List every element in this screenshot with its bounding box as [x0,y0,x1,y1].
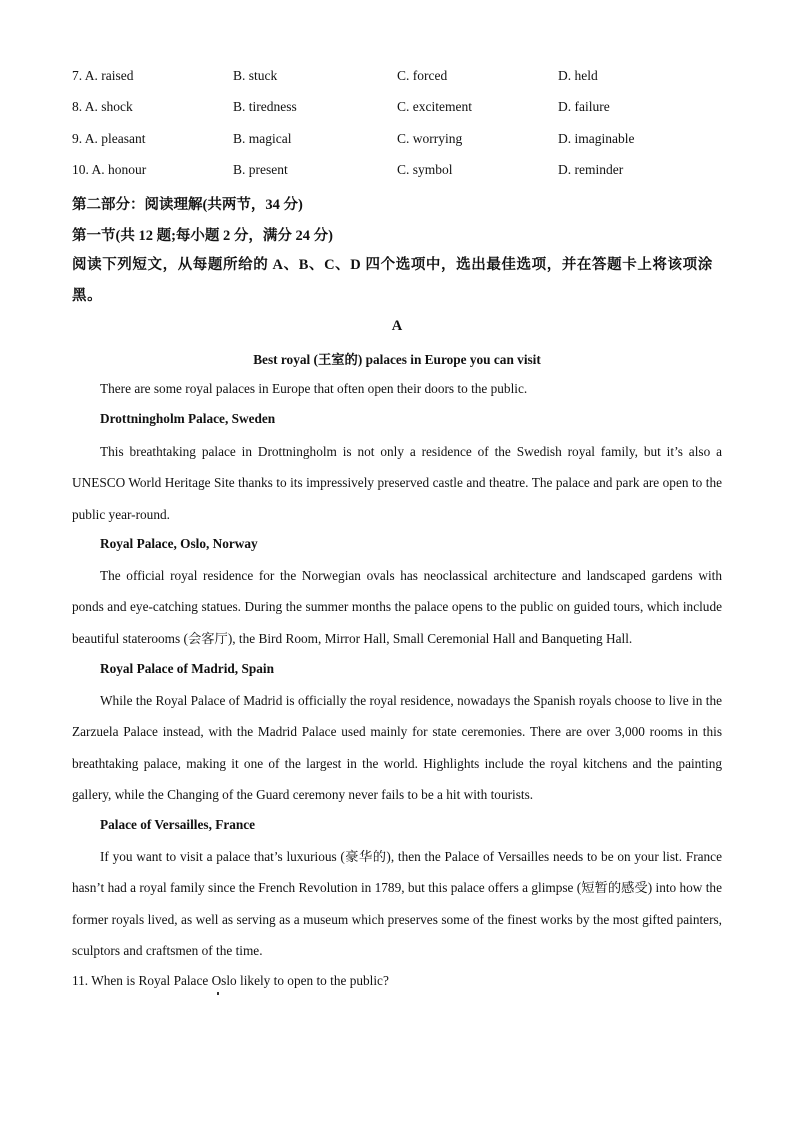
option-d: D. imaginable [558,131,635,146]
section-text: If you want to visit a palace that’s luxurious (豪华的), then the Palace of Versailles needs to be on your list. France hasn’t had a royal family since the French Revolution in 1789, but this palace offers a glimpse (短暂的感受) into how the former royals lived, as well as serving as a museum which preserves some of the finest works by the most gifted painters, sculptors and craftsmen of the time. [72,849,722,958]
option-a: 7. A. raised [72,68,134,83]
option-b: B. tiredness [233,99,297,114]
section-heading-versailles: Palace of Versailles, France [100,817,256,832]
instruction-text: 阅读下列短文，从每题所给的 A、B、C、D 四个选项中，选出最佳选项，并在答题卡上将该项涂黑。 [72,257,713,304]
section-text: The official royal residence for the Norwegian ovals has neoclassical architecture and landscaped gardens with ponds and eye-catching statues. During the summer months the palace opens to the public on guided tours, which include beautiful staterooms (会客厅), the Bird Room, Mirror Hall, Small Ceremonial Hall and Banqueting Hall. [72,568,722,646]
option-row-8 [72,99,732,119]
option-c: C. worrying [397,131,463,146]
option-b: B. stuck [233,68,278,83]
part-two-heading: 第二部分：阅读理解(共两节，34 分) [72,197,303,213]
section-paragraph-drottningholm [72,436,722,530]
stray-mark [217,992,219,995]
section-paragraph-oslo [72,560,722,654]
option-row-7 [72,68,732,88]
intro-paragraph [72,373,722,404]
section-paragraph-madrid [72,685,722,810]
question-11: 11. When is Royal Palace Oslo likely to open to the public? [72,973,389,988]
option-row-10 [72,162,732,182]
section-heading-oslo: Royal Palace, Oslo, Norway [100,536,258,551]
option-row-9 [72,131,732,151]
option-a: 8. A. shock [72,99,133,114]
section-heading-madrid: Royal Palace of Madrid, Spain [100,661,274,676]
option-a: 10. A. honour [72,162,147,177]
passage-title: Best royal (王室的) palaces in Europe you can visit [253,352,541,367]
option-d: D. failure [558,99,610,114]
option-c: C. excitement [397,99,472,114]
option-c: C. symbol [397,162,453,177]
option-b: B. present [233,162,288,177]
section-paragraph-versailles [72,841,722,966]
option-c: C. forced [397,68,448,83]
section-one-heading: 第一节(共 12 题;每小题 2 分，满分 24 分) [72,228,333,244]
intro-text: There are some royal palaces in Europe that often open their doors to the public. [100,381,528,396]
option-a: 9. A. pleasant [72,131,146,146]
section-text: This breathtaking palace in Drottningholm is not only a residence of the Swedish royal family, but it’s also a UNESCO World Heritage Site thanks to its impressively preserved castle and theatre. The palace and park are open to the public year-round. [72,444,722,522]
passage-letter: A [391,318,403,334]
section-heading-drottningholm: Drottningholm Palace, Sweden [100,411,276,426]
option-d: D. held [558,68,598,83]
option-d: D. reminder [558,162,624,177]
section-text: While the Royal Palace of Madrid is officially the royal residence, nowadays the Spanish royals choose to live in the Zarzuela Palace instead, with the Madrid Palace used mainly for state ceremonies. There are over 3,000 rooms in this breathtaking palace, making it one of the largest in the world. Highlights include the royal kitchens and the painting gallery, while the Changing of the Guard ceremony never fails to be a hit with tourists. [72,693,722,802]
option-b: B. magical [233,131,292,146]
